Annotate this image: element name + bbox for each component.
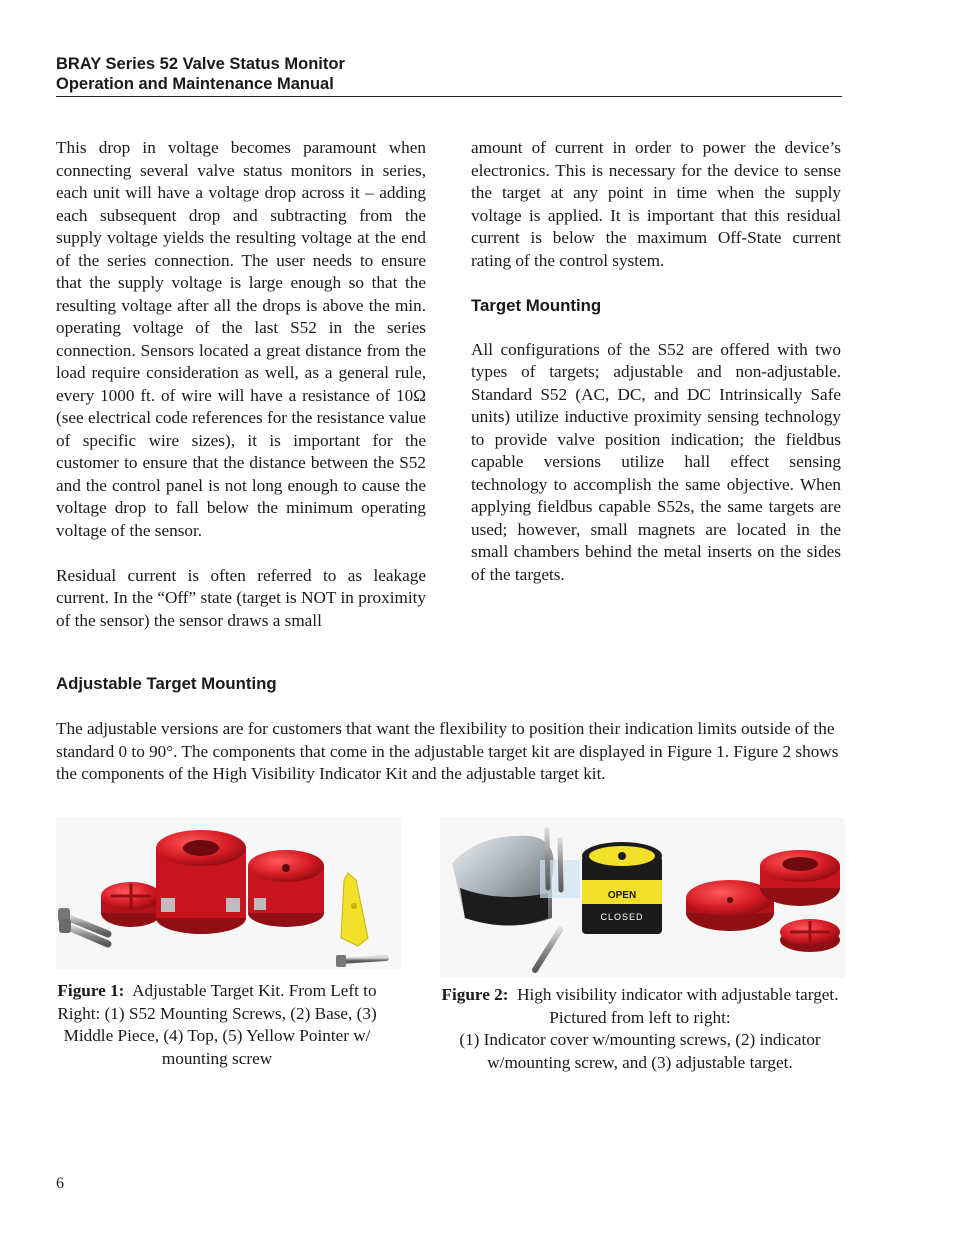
- header-title: BRAY Series 52 Valve Status Monitor: [56, 55, 345, 73]
- adjustable-paragraph: The adjustable versions are for customers that want the flexibility to position their indication limits outside of the standard 0 to 90°. The components that come in the adjustable target kit are displayed in Figure 1. Figure 2 shows the components of the High Visibility Indicator Kit and the adjustable target kit.: [56, 719, 839, 783]
- figure2-caption: [440, 984, 840, 1074]
- voltage-drop-paragraph: This drop in voltage becomes paramount when connecting several valve status monitors in series, each unit will have a voltage drop across it – adding each subsequent drop and subtracting from the supply voltage yields the resulting voltage at the end of the series connection. The user needs to ensure that the supply voltage is large enough so that the resulting voltage after all the drops is above the min. operating voltage of the last S52 in the series connection. Sensors located a great distance from the load require consideration as well, as a general rule, every 1000 ft. of wire will have a resistance of 10Ω (see electrical code references for the resistance value of specific wire sizes), it is important for the customer to ensure that the distance between the S52 and the control panel is not long enough to cause the voltage drop to fall below the minimum operating voltage of the sensor.: [56, 138, 426, 540]
- figure2-caption-text: High visibility indicator with adjustable target. Pictured from left to right:: [517, 985, 839, 1027]
- residual-current-continued-paragraph: amount of current in order to power the device’s electronics. This is necessary for the device to sense the target at any point in time when the supply voltage is applied. It is important that this residual current is below the maximum Off-State current rating of the control system.: [471, 138, 841, 270]
- target-mounting-heading: Target Mounting: [471, 295, 602, 315]
- indicator-open-label: OPEN: [607, 890, 637, 901]
- figure2-label: Figure 2:: [441, 985, 509, 1004]
- figure1-label: Figure 1:: [57, 981, 125, 1000]
- target-mounting-paragraph: All configurations of the S52 are offered with two types of targets; adjustable and non-adjustable. Standard S52 (AC, DC, and DC Intrinsically Safe units) utilize inductive proximity sensing technology to provide valve position indication; the fieldbus capable versions utilize hall effect sensing technology to accomplish the same objective. When applying fieldbus capable S52s, the same targets are used; however, small magnets are located in the small chambers behind the metal inserts on the sides of the targets.: [471, 339, 841, 584]
- document-header: [56, 54, 842, 97]
- figure1-caption-text: Adjustable Target Kit. From Left to Right: (1) S52 Mounting Screws, (2) Base, (3) Middle Piece, (4) Top, (5) Yellow Pointer w/ mounting screw: [57, 981, 377, 1068]
- figure2-caption-line2: (1) Indicator cover w/mounting screws, (2) indicator w/mounting screw, and (3) adjustable target.: [459, 1030, 821, 1072]
- indicator-closed-label: CLOSED: [600, 912, 644, 922]
- figure2-photo: [440, 818, 845, 978]
- figure1-caption: [56, 980, 378, 1070]
- figure2-caption-line1: [440, 984, 840, 1029]
- middle-piece: [156, 830, 246, 934]
- base-piece: [101, 882, 161, 927]
- page-number: 6: [56, 1175, 64, 1192]
- adjustable-paragraph-block: [56, 718, 846, 786]
- left-column: [56, 137, 426, 655]
- indicator: [582, 842, 662, 934]
- figure1-photo: [56, 818, 401, 970]
- header-subtitle: Operation and Maintenance Manual: [56, 75, 334, 93]
- top-piece: [248, 850, 324, 927]
- adjustable-target-heading: Adjustable Target Mounting: [56, 674, 277, 693]
- right-column: [471, 137, 841, 609]
- residual-current-paragraph: Residual current is often referred to as leakage current. In the “Off” state (target is NOT in proximity of the sensor) the sensor draws a small: [56, 565, 426, 630]
